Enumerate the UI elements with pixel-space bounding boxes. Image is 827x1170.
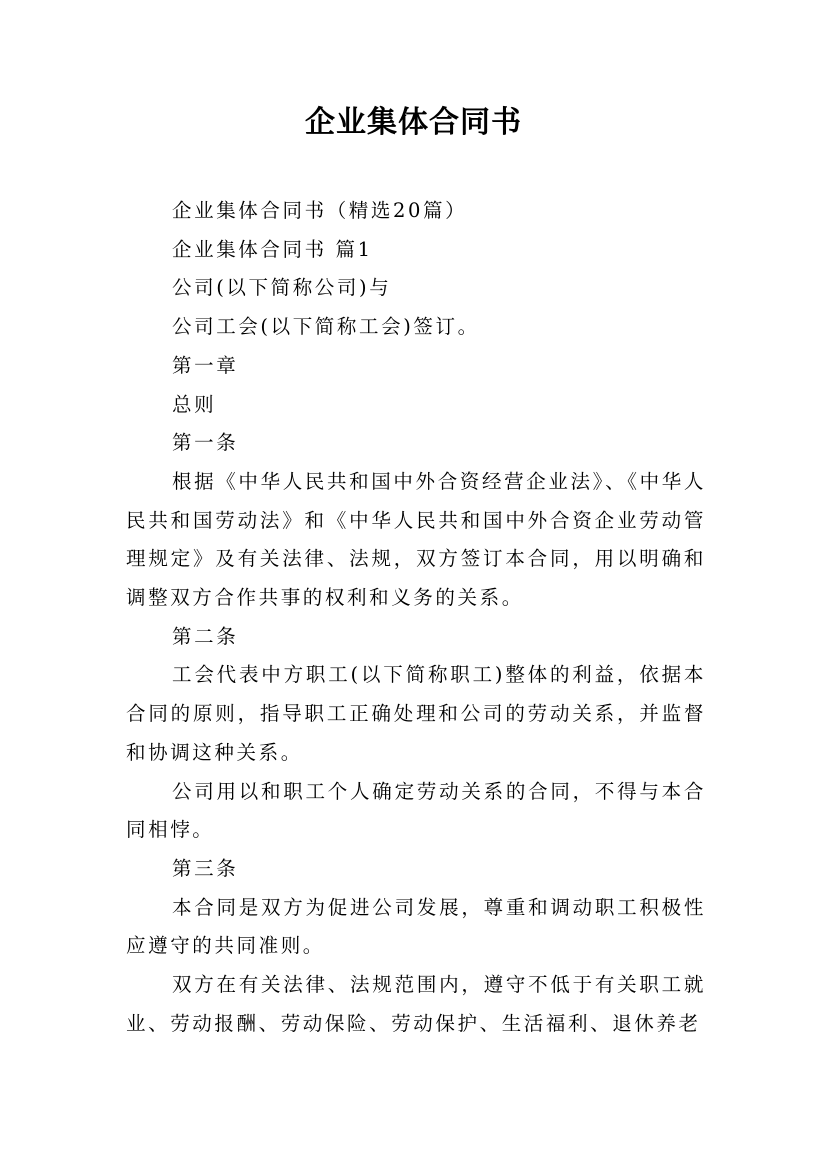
heading-article-one: 第一条: [172, 431, 239, 455]
heading-general-provisions: 总则: [172, 392, 217, 416]
paragraph-article-three-scope: 双方在有关法律、法规范围内，遵守不低于有关职工就业、劳动报酬、劳动保险、劳动保护、生活福利、退休养老: [126, 973, 706, 1035]
document-body: [126, 192, 706, 1043]
heading-chapter-one: 第一章: [172, 353, 239, 377]
heading-article-two: 第二条: [172, 624, 239, 648]
heading-article-three: 第三条: [172, 856, 239, 880]
document-title: 企业集体合同书: [305, 105, 522, 140]
paragraph-article-two: 工会代表中方职工(以下简称职工)整体的利益，依据本合同的原则，指导职工正确处理和公司的劳动关系，并监督和协调这种关系。: [126, 663, 706, 764]
paragraph-chapter-label: 企业集体合同书 篇1: [172, 237, 373, 261]
paragraph-party-company: 公司(以下简称公司)与: [172, 276, 392, 300]
paragraph-collection-title: 企业集体合同书（精选20篇）: [172, 199, 468, 222]
paragraph-party-union: 公司工会(以下简称工会)签订。: [172, 315, 480, 339]
paragraph-article-one: 根据《中华人民共和国中外合资经营企业法》、《中华人民共和国劳动法》和《中华人民共和国中外合资企业劳动管理规定》及有关法律、法规，双方签订本合同，用以明确和调整双方合作共事的权利和义务的关系。: [126, 469, 706, 610]
paragraph-article-three: 本合同是双方为促进公司发展，尊重和调动职工积极性应遵守的共同准则。: [126, 895, 706, 958]
paragraph-article-two-contracts: 公司用以和职工个人确定劳动关系的合同，不得与本合同相悖。: [126, 779, 706, 842]
